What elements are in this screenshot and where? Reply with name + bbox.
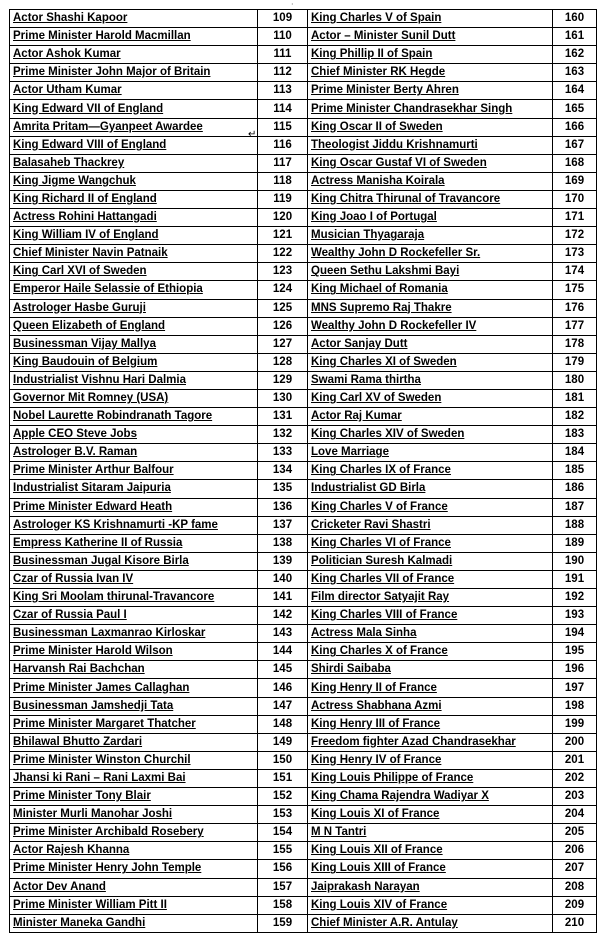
left-number-cell: 140 bbox=[258, 570, 308, 588]
right-name-cell: Actor – Minister Sunil Dutt bbox=[308, 28, 553, 46]
table-row bbox=[10, 100, 597, 118]
left-number-cell: 126 bbox=[258, 317, 308, 335]
table-row bbox=[10, 28, 597, 46]
right-name-cell: Theologist Jiddu Krishnamurti bbox=[308, 136, 553, 154]
table-row bbox=[10, 679, 597, 697]
table-row bbox=[10, 697, 597, 715]
left-number-cell: 142 bbox=[258, 607, 308, 625]
left-name-cell: Astrologer KS Krishnamurti -KP fame bbox=[10, 516, 258, 534]
left-number-cell: 136 bbox=[258, 498, 308, 516]
left-number-cell: 148 bbox=[258, 715, 308, 733]
left-name-cell: King Baudouin of Belgium bbox=[10, 353, 258, 371]
table-row bbox=[10, 516, 597, 534]
right-name-cell: King Charles VIII of France bbox=[308, 607, 553, 625]
right-number-cell: 207 bbox=[553, 860, 597, 878]
table-row bbox=[10, 136, 597, 154]
left-number-cell: 123 bbox=[258, 263, 308, 281]
right-number-cell: 188 bbox=[553, 516, 597, 534]
right-number-cell: 174 bbox=[553, 263, 597, 281]
table-row bbox=[10, 444, 597, 462]
table-row bbox=[10, 118, 597, 136]
right-name-cell: King Louis XIV of France bbox=[308, 896, 553, 914]
table-row bbox=[10, 878, 597, 896]
table-row bbox=[10, 317, 597, 335]
right-number-cell: 191 bbox=[553, 570, 597, 588]
left-name-cell: Prime Minister Winston Churchil bbox=[10, 751, 258, 769]
table-row bbox=[10, 589, 597, 607]
right-name-cell: King Charles V of France bbox=[308, 498, 553, 516]
left-number-cell: 154 bbox=[258, 824, 308, 842]
right-name-cell: King Louis XII of France bbox=[308, 842, 553, 860]
right-number-cell: 186 bbox=[553, 480, 597, 498]
table-row bbox=[10, 10, 597, 28]
left-name-cell: Actress Rohini Hattangadi bbox=[10, 209, 258, 227]
right-number-cell: 179 bbox=[553, 353, 597, 371]
table-row bbox=[10, 245, 597, 263]
right-name-cell: King Chitra Thirunal of Travancore bbox=[308, 190, 553, 208]
right-name-cell: Jaiprakash Narayan bbox=[308, 878, 553, 896]
names-table-body bbox=[10, 10, 597, 933]
left-name-cell: Minister Murli Manohar Joshi bbox=[10, 806, 258, 824]
table-row bbox=[10, 389, 597, 407]
left-name-cell: Minister Maneka Gandhi bbox=[10, 914, 258, 932]
right-name-cell: King Charles XI of Sweden bbox=[308, 353, 553, 371]
left-name-cell: Prime Minister Harold Wilson bbox=[10, 643, 258, 661]
left-name-cell: Actor Utham Kumar bbox=[10, 82, 258, 100]
left-name-cell: King Richard II of England bbox=[10, 190, 258, 208]
right-name-cell: King Charles VI of France bbox=[308, 534, 553, 552]
right-number-cell: 185 bbox=[553, 462, 597, 480]
left-name-cell: Czar of Russia Paul I bbox=[10, 607, 258, 625]
left-number-cell: 146 bbox=[258, 679, 308, 697]
left-name-cell: Bhilawal Bhutto Zardari bbox=[10, 733, 258, 751]
left-number-cell: 120 bbox=[258, 209, 308, 227]
left-name-cell: Businessman Jamshedji Tata bbox=[10, 697, 258, 715]
right-name-cell: Swami Rama thirtha bbox=[308, 371, 553, 389]
left-name-cell: King William IV of England bbox=[10, 227, 258, 245]
table-row bbox=[10, 860, 597, 878]
right-name-cell: King Louis XI of France bbox=[308, 806, 553, 824]
right-name-cell: Love Marriage bbox=[308, 444, 553, 462]
right-name-cell: King Charles X of France bbox=[308, 643, 553, 661]
right-name-cell: Film director Satyajit Ray bbox=[308, 589, 553, 607]
left-number-cell: 150 bbox=[258, 751, 308, 769]
left-number-cell: 125 bbox=[258, 299, 308, 317]
left-number-cell: 151 bbox=[258, 769, 308, 787]
right-name-cell: King Charles VII of France bbox=[308, 570, 553, 588]
table-row bbox=[10, 625, 597, 643]
table-row bbox=[10, 64, 597, 82]
right-number-cell: 178 bbox=[553, 335, 597, 353]
right-number-cell: 176 bbox=[553, 299, 597, 317]
table-row bbox=[10, 661, 597, 679]
right-name-cell: King Charles XIV of Sweden bbox=[308, 426, 553, 444]
table-row bbox=[10, 643, 597, 661]
left-name-cell: Businessman Vijay Mallya bbox=[10, 335, 258, 353]
right-number-cell: 189 bbox=[553, 534, 597, 552]
right-name-cell: King Louis Philippe of France bbox=[308, 769, 553, 787]
right-number-cell: 210 bbox=[553, 914, 597, 932]
table-row bbox=[10, 824, 597, 842]
left-number-cell: 139 bbox=[258, 552, 308, 570]
left-name-cell: Apple CEO Steve Jobs bbox=[10, 426, 258, 444]
right-name-cell: Actress Shabhana Azmi bbox=[308, 697, 553, 715]
left-name-cell: Queen Elizabeth of England bbox=[10, 317, 258, 335]
right-name-cell: Cricketer Ravi Shastri bbox=[308, 516, 553, 534]
right-number-cell: 198 bbox=[553, 697, 597, 715]
left-name-cell: King Edward VIII of England bbox=[10, 136, 258, 154]
left-name-cell: Prime Minister Archibald Rosebery bbox=[10, 824, 258, 842]
left-name-cell: Businessman Jugal Kisore Birla bbox=[10, 552, 258, 570]
right-name-cell: King Oscar Gustaf VI of Sweden bbox=[308, 154, 553, 172]
names-table bbox=[9, 9, 597, 933]
left-number-cell: 155 bbox=[258, 842, 308, 860]
right-number-cell: 182 bbox=[553, 408, 597, 426]
right-name-cell: Chief Minister A.R. Antulay bbox=[308, 914, 553, 932]
left-number-cell: 124 bbox=[258, 281, 308, 299]
right-number-cell: 171 bbox=[553, 209, 597, 227]
right-name-cell: Wealthy John D Rockefeller IV bbox=[308, 317, 553, 335]
table-row bbox=[10, 426, 597, 444]
right-number-cell: 190 bbox=[553, 552, 597, 570]
left-number-cell: 122 bbox=[258, 245, 308, 263]
right-number-cell: 197 bbox=[553, 679, 597, 697]
right-number-cell: 206 bbox=[553, 842, 597, 860]
right-number-cell: 167 bbox=[553, 136, 597, 154]
right-number-cell: 184 bbox=[553, 444, 597, 462]
table-row bbox=[10, 788, 597, 806]
right-number-cell: 165 bbox=[553, 100, 597, 118]
left-name-cell: Harvansh Rai Bachchan bbox=[10, 661, 258, 679]
left-name-cell: Actor Shashi Kapoor bbox=[10, 10, 258, 28]
right-name-cell: Prime Minister Berty Ahren bbox=[308, 82, 553, 100]
left-name-cell: King Carl XVI of Sweden bbox=[10, 263, 258, 281]
left-name-cell: Amrita Pritam—Gyanpeet Awardee bbox=[10, 118, 258, 136]
left-name-cell: Emperor Haile Selassie of Ethiopia bbox=[10, 281, 258, 299]
right-name-cell: King Joao I of Portugal bbox=[308, 209, 553, 227]
left-name-cell: Actor Ashok Kumar bbox=[10, 46, 258, 64]
table-row bbox=[10, 371, 597, 389]
right-number-cell: 175 bbox=[553, 281, 597, 299]
right-name-cell: Freedom fighter Azad Chandrasekhar bbox=[308, 733, 553, 751]
left-name-cell: Astrologer B.V. Raman bbox=[10, 444, 258, 462]
left-number-cell: 112 bbox=[258, 64, 308, 82]
left-number-cell: 128 bbox=[258, 353, 308, 371]
right-name-cell: King Michael of Romania bbox=[308, 281, 553, 299]
left-name-cell: Prime Minister Harold Macmillan bbox=[10, 28, 258, 46]
left-number-cell: 117 bbox=[258, 154, 308, 172]
right-name-cell: Chief Minister RK Hegde bbox=[308, 64, 553, 82]
right-number-cell: 162 bbox=[553, 46, 597, 64]
right-number-cell: 163 bbox=[553, 64, 597, 82]
left-number-cell: 118 bbox=[258, 172, 308, 190]
right-number-cell: 209 bbox=[553, 896, 597, 914]
right-number-cell: 201 bbox=[553, 751, 597, 769]
table-row bbox=[10, 190, 597, 208]
left-name-cell: Prime Minister John Major of Britain bbox=[10, 64, 258, 82]
left-number-cell: 111 bbox=[258, 46, 308, 64]
right-name-cell: Politician Suresh Kalmadi bbox=[308, 552, 553, 570]
left-number-cell: 115 bbox=[258, 118, 308, 136]
left-number-cell: 121 bbox=[258, 227, 308, 245]
left-name-cell: Prime Minister Arthur Balfour bbox=[10, 462, 258, 480]
right-number-cell: 164 bbox=[553, 82, 597, 100]
right-number-cell: 170 bbox=[553, 190, 597, 208]
table-row bbox=[10, 335, 597, 353]
right-number-cell: 193 bbox=[553, 607, 597, 625]
right-number-cell: 208 bbox=[553, 878, 597, 896]
right-number-cell: 173 bbox=[553, 245, 597, 263]
right-number-cell: 187 bbox=[553, 498, 597, 516]
left-name-cell: Industrialist Vishnu Hari Dalmia bbox=[10, 371, 258, 389]
table-row bbox=[10, 751, 597, 769]
right-name-cell: King Louis XIII of France bbox=[308, 860, 553, 878]
table-row bbox=[10, 570, 597, 588]
table-row bbox=[10, 769, 597, 787]
top-mark: · bbox=[291, 0, 294, 9]
left-number-cell: 129 bbox=[258, 371, 308, 389]
right-name-cell: King Henry III of France bbox=[308, 715, 553, 733]
left-number-cell: 130 bbox=[258, 389, 308, 407]
left-number-cell: 143 bbox=[258, 625, 308, 643]
right-number-cell: 180 bbox=[553, 371, 597, 389]
left-name-cell: Businessman Laxmanrao Kirloskar bbox=[10, 625, 258, 643]
left-name-cell: Balasaheb Thackrey bbox=[10, 154, 258, 172]
right-name-cell: Actress Manisha Koirala bbox=[308, 172, 553, 190]
left-number-cell: 127 bbox=[258, 335, 308, 353]
table-row bbox=[10, 82, 597, 100]
left-name-cell: Prime Minister Tony Blair bbox=[10, 788, 258, 806]
table-row bbox=[10, 480, 597, 498]
table-row bbox=[10, 263, 597, 281]
table-row bbox=[10, 299, 597, 317]
table-row bbox=[10, 172, 597, 190]
table-row bbox=[10, 715, 597, 733]
table-row bbox=[10, 46, 597, 64]
right-name-cell: King Oscar II of Sweden bbox=[308, 118, 553, 136]
right-name-cell: King Chama Rajendra Wadiyar X bbox=[308, 788, 553, 806]
left-name-cell: Prime Minister Margaret Thatcher bbox=[10, 715, 258, 733]
right-number-cell: 161 bbox=[553, 28, 597, 46]
right-name-cell: Actor Sanjay Dutt bbox=[308, 335, 553, 353]
left-number-cell: 141 bbox=[258, 589, 308, 607]
right-name-cell: M N Tantri bbox=[308, 824, 553, 842]
right-name-cell: King Charles IX of France bbox=[308, 462, 553, 480]
table-row bbox=[10, 154, 597, 172]
table-row bbox=[10, 353, 597, 371]
right-number-cell: 172 bbox=[553, 227, 597, 245]
left-number-cell: 145 bbox=[258, 661, 308, 679]
left-name-cell: Czar of Russia Ivan IV bbox=[10, 570, 258, 588]
right-name-cell: King Charles V of Spain bbox=[308, 10, 553, 28]
left-number-cell: 133 bbox=[258, 444, 308, 462]
left-name-cell: King Jigme Wangchuk bbox=[10, 172, 258, 190]
left-number-cell: 144 bbox=[258, 643, 308, 661]
left-number-cell: 156 bbox=[258, 860, 308, 878]
left-name-cell: Actor Dev Anand bbox=[10, 878, 258, 896]
right-number-cell: 196 bbox=[553, 661, 597, 679]
right-number-cell: 205 bbox=[553, 824, 597, 842]
left-name-cell: Industrialist Sitaram Jaipuria bbox=[10, 480, 258, 498]
left-number-cell: 159 bbox=[258, 914, 308, 932]
right-number-cell: 202 bbox=[553, 769, 597, 787]
right-number-cell: 203 bbox=[553, 788, 597, 806]
table-row bbox=[10, 607, 597, 625]
right-name-cell: King Carl XV of Sweden bbox=[308, 389, 553, 407]
left-number-cell: 149 bbox=[258, 733, 308, 751]
right-number-cell: 204 bbox=[553, 806, 597, 824]
left-name-cell: Prime Minister Edward Heath bbox=[10, 498, 258, 516]
right-name-cell: Actor Raj Kumar bbox=[308, 408, 553, 426]
right-number-cell: 169 bbox=[553, 172, 597, 190]
left-number-cell: 138 bbox=[258, 534, 308, 552]
left-name-cell: Nobel Laurette Robindranath Tagore bbox=[10, 408, 258, 426]
right-number-cell: 192 bbox=[553, 589, 597, 607]
table-row bbox=[10, 534, 597, 552]
table-row bbox=[10, 914, 597, 932]
left-name-cell: King Edward VII of England bbox=[10, 100, 258, 118]
left-name-cell: Astrologer Hasbe Guruji bbox=[10, 299, 258, 317]
table-row bbox=[10, 806, 597, 824]
table-row bbox=[10, 498, 597, 516]
left-name-cell: Actor Rajesh Khanna bbox=[10, 842, 258, 860]
left-number-cell: 152 bbox=[258, 788, 308, 806]
right-number-cell: 195 bbox=[553, 643, 597, 661]
table-row bbox=[10, 552, 597, 570]
table-row bbox=[10, 408, 597, 426]
left-name-cell: Prime Minister James Callaghan bbox=[10, 679, 258, 697]
right-name-cell: Musician Thyagaraja bbox=[308, 227, 553, 245]
right-name-cell: Queen Sethu Lakshmi Bayi bbox=[308, 263, 553, 281]
left-number-cell: 114 bbox=[258, 100, 308, 118]
left-name-cell: Governor Mit Romney (USA) bbox=[10, 389, 258, 407]
right-number-cell: 166 bbox=[553, 118, 597, 136]
left-name-cell: Prime Minister Henry John Temple bbox=[10, 860, 258, 878]
left-number-cell: 116 bbox=[258, 136, 308, 154]
left-number-cell: 157 bbox=[258, 878, 308, 896]
arrow-mark: ↵ bbox=[248, 129, 257, 140]
right-number-cell: 160 bbox=[553, 10, 597, 28]
right-number-cell: 183 bbox=[553, 426, 597, 444]
left-number-cell: 109 bbox=[258, 10, 308, 28]
table-row bbox=[10, 842, 597, 860]
left-number-cell: 119 bbox=[258, 190, 308, 208]
right-number-cell: 199 bbox=[553, 715, 597, 733]
table-row bbox=[10, 733, 597, 751]
right-name-cell: Prime Minister Chandrasekhar Singh bbox=[308, 100, 553, 118]
right-number-cell: 181 bbox=[553, 389, 597, 407]
right-name-cell: King Phillip II of Spain bbox=[308, 46, 553, 64]
left-number-cell: 135 bbox=[258, 480, 308, 498]
left-name-cell: Prime Minister William Pitt II bbox=[10, 896, 258, 914]
left-number-cell: 158 bbox=[258, 896, 308, 914]
right-name-cell: King Henry II of France bbox=[308, 679, 553, 697]
right-name-cell: Wealthy John D Rockefeller Sr. bbox=[308, 245, 553, 263]
left-name-cell: King Sri Moolam thirunal-Travancore bbox=[10, 589, 258, 607]
table-row bbox=[10, 227, 597, 245]
right-name-cell: MNS Supremo Raj Thakre bbox=[308, 299, 553, 317]
left-number-cell: 131 bbox=[258, 408, 308, 426]
left-number-cell: 134 bbox=[258, 462, 308, 480]
table-row bbox=[10, 209, 597, 227]
left-number-cell: 113 bbox=[258, 82, 308, 100]
table-row bbox=[10, 896, 597, 914]
right-name-cell: Actress Mala Sinha bbox=[308, 625, 553, 643]
right-number-cell: 177 bbox=[553, 317, 597, 335]
right-number-cell: 168 bbox=[553, 154, 597, 172]
right-number-cell: 200 bbox=[553, 733, 597, 751]
left-name-cell: Chief Minister Navin Patnaik bbox=[10, 245, 258, 263]
left-number-cell: 132 bbox=[258, 426, 308, 444]
left-name-cell: Jhansi ki Rani – Rani Laxmi Bai bbox=[10, 769, 258, 787]
table-row bbox=[10, 462, 597, 480]
right-name-cell: Shirdi Saibaba bbox=[308, 661, 553, 679]
left-number-cell: 147 bbox=[258, 697, 308, 715]
left-name-cell: Empress Katherine II of Russia bbox=[10, 534, 258, 552]
right-name-cell: King Henry IV of France bbox=[308, 751, 553, 769]
right-name-cell: Industrialist GD Birla bbox=[308, 480, 553, 498]
table-row bbox=[10, 281, 597, 299]
left-number-cell: 110 bbox=[258, 28, 308, 46]
left-number-cell: 153 bbox=[258, 806, 308, 824]
left-number-cell: 137 bbox=[258, 516, 308, 534]
right-number-cell: 194 bbox=[553, 625, 597, 643]
